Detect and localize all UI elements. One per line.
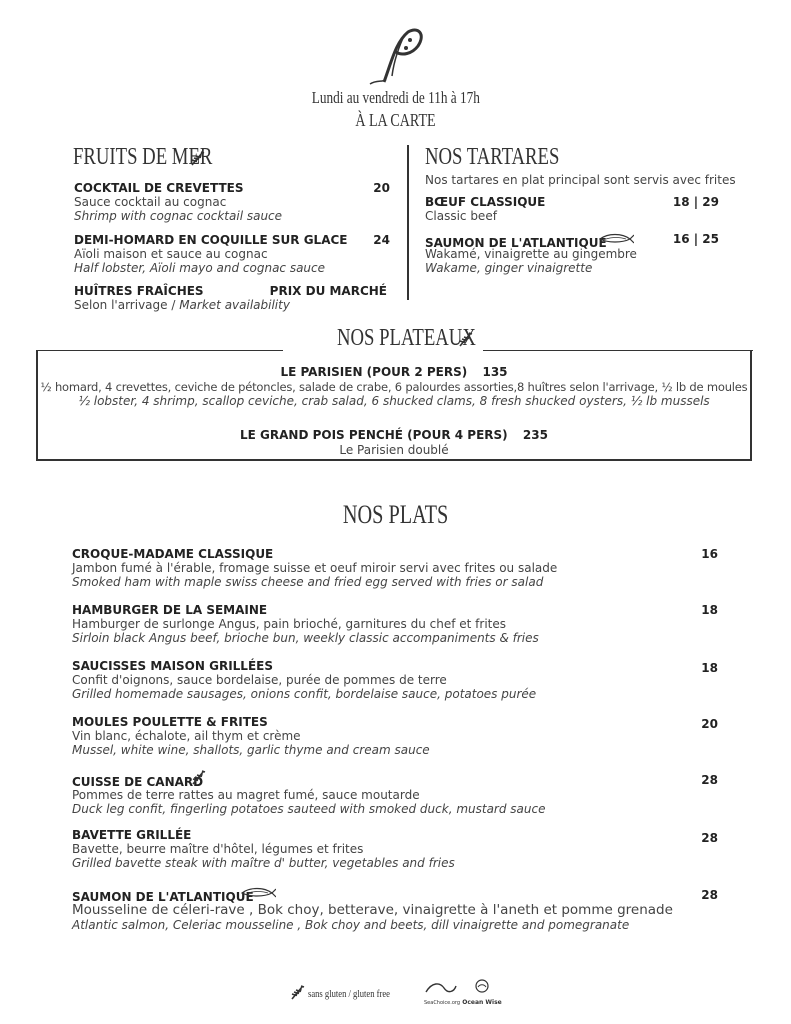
list-item (72, 547, 718, 589)
list-item (425, 232, 719, 275)
item-desc: Classic beef (425, 209, 497, 223)
list-item (425, 195, 719, 223)
item-desc-en: Grilled homemade sausages, onions confit, bordelaise sauce, potatoes purée (72, 687, 537, 701)
logo-mark (362, 20, 432, 90)
seachoice-wave-icon (424, 980, 458, 996)
list-item (72, 828, 718, 870)
gluten-free-icon (191, 769, 207, 785)
item-name: HUÎTRES FRAÎCHES (74, 284, 204, 298)
gluten-free-icon (190, 150, 206, 166)
column-divider (407, 145, 409, 300)
item-desc-en: Atlantic salmon, Celeriac mousseline , Bok choy and beets, dill vinaigrette and pomegranate (72, 918, 630, 932)
list-item (72, 715, 718, 757)
item-price: 235 (522, 428, 548, 442)
item-name: LE GRAND POIS PENCHÉ (POUR 4 PERS) (240, 428, 508, 442)
item-price: 135 (482, 365, 508, 379)
item-desc: Selon l'arrivage / (74, 298, 180, 312)
section-title-fruits-de-mer: FRUITS DE MER (73, 144, 213, 170)
seachoice-label: SeaChoice.org (424, 1000, 461, 1006)
list-item (72, 886, 718, 932)
item-name: SAUCISSES MAISON GRILLÉES (72, 659, 273, 673)
item-price: 18 | 29 (672, 195, 719, 209)
item-name: CROQUE-MADAME CLASSIQUE (72, 547, 274, 561)
section-title-tartares: NOS TARTARES (425, 144, 560, 170)
item-desc: Wakamé, vinaigrette au gingembre (425, 247, 637, 261)
item-desc-en: Duck leg confit, fingerling potatoes sauteed with smoked duck, mustard sauce (72, 802, 546, 816)
list-item (74, 181, 390, 223)
seachoice-logo (424, 980, 461, 1006)
item-desc-en: Wakame, ginger vinaigrette (425, 261, 593, 275)
page-subtitle: À LA CARTE (355, 110, 436, 130)
item-desc-en: Sirloin black Angus beef, brioche bun, weekly classic accompaniments & fries (72, 631, 539, 645)
item-name: BŒUF CLASSIQUE (425, 195, 546, 209)
gluten-free-legend: sans gluten / gluten free (308, 988, 390, 1000)
item-name: BAVETTE GRILLÉE (72, 828, 192, 842)
item-name: SAUMON DE L'ATLANTIQUE (72, 890, 254, 904)
item-name: HAMBURGER DE LA SEMAINE (72, 603, 268, 617)
item-desc: Sauce cocktail au cognac (74, 195, 227, 209)
item-desc-en: Smoked ham with maple swiss cheese and fried egg served with fries or salad (72, 575, 544, 589)
list-item (37, 424, 751, 457)
section-title-plateaux: NOS PLATEAUX (337, 325, 476, 351)
item-price: 16 (701, 547, 718, 561)
item-desc: Confit d'oignons, sauce bordelaise, purée de pommes de terre (72, 673, 447, 687)
item-desc: Pommes de terre rattes au magret fumé, sauce moutarde (72, 788, 420, 802)
list-item (74, 284, 387, 312)
item-name: MOULES POULETTE & FRITES (72, 715, 268, 729)
item-price: 18 (701, 603, 718, 617)
item-price: 20 (373, 181, 390, 195)
item-desc: Le Parisien doublé (339, 443, 449, 457)
gluten-free-icon (290, 984, 306, 1000)
gluten-free-icon (458, 331, 474, 347)
item-desc-en: Market availability (179, 298, 290, 312)
ocean-wise-fish-icon (598, 233, 634, 245)
list-item (74, 233, 390, 275)
fruits-de-mer-section (73, 144, 403, 174)
section-title-plats: NOS PLATS (342, 500, 449, 529)
item-price: PRIX DU MARCHÉ (269, 284, 387, 298)
item-desc: Mousseline de céleri-rave , Bok choy, betterave, vinaigrette à l'aneth et pomme grenade (72, 902, 673, 918)
item-desc-en: Mussel, white wine, shallots, garlic thyme and cream sauce (72, 743, 430, 757)
item-price: 28 (701, 831, 718, 845)
item-desc-en: Shrimp with cognac cocktail sauce (74, 209, 283, 223)
item-name: LE PARISIEN (POUR 2 PERS) (280, 365, 468, 379)
item-desc-en: ½ lobster, 4 shrimp, scallop ceviche, crab salad, 6 shucked clams, 8 fresh shucked oysters, ½ lb mussels (78, 394, 710, 408)
item-desc: Jambon fumé à l'érable, fromage suisse et oeuf miroir servi avec frites ou salade (72, 561, 558, 575)
item-desc: ½ homard, 4 crevettes, ceviche de pétoncles, salade de crabe, 6 palourdes assorties,8 huîtres selon l'arrivage, ½ lb de moules (40, 380, 748, 394)
list-item (72, 771, 718, 816)
logo (362, 20, 432, 90)
item-price: 18 (701, 661, 718, 675)
item-desc-en: Half lobster, Aïoli mayo and cognac sauce (74, 261, 326, 275)
tartares-note: Nos tartares en plat principal sont servis avec frites (425, 173, 736, 187)
item-name: COCKTAIL DE CREVETTES (74, 181, 244, 195)
item-desc: Aïoli maison et sauce au cognac (74, 247, 268, 261)
item-price: 28 (701, 888, 718, 902)
list-item (72, 659, 718, 701)
item-price: 20 (701, 717, 718, 731)
ocean-wise-logo (462, 979, 502, 1007)
item-name: SAUMON DE L'ATLANTIQUE (425, 236, 607, 250)
item-name: CUISSE DE CANARD (72, 775, 204, 789)
hours-text: Lundi au vendredi de 11h à 17h (311, 88, 480, 107)
item-name: DEMI-HOMARD EN COQUILLE SUR GLACE (74, 233, 348, 247)
item-desc: Vin blanc, échalote, ail thym et crème (72, 729, 301, 743)
list-item (37, 361, 751, 408)
ocean-wise-icon (462, 979, 502, 995)
item-desc: Hamburger de surlonge Angus, pain brioché, garnitures du chef et frites (72, 617, 507, 631)
item-price: 16 | 25 (672, 232, 719, 246)
list-item (72, 603, 718, 645)
ocean-wise-label: Ocean Wise (462, 999, 502, 1006)
item-desc: Bavette, beurre maître d'hôtel, légumes et frites (72, 842, 364, 856)
ocean-wise-fish-icon (240, 887, 276, 899)
item-desc-en: Grilled bavette steak with maître d' butter, vegetables and fries (72, 856, 455, 870)
item-price: 24 (373, 233, 390, 247)
item-price: 28 (701, 773, 718, 787)
